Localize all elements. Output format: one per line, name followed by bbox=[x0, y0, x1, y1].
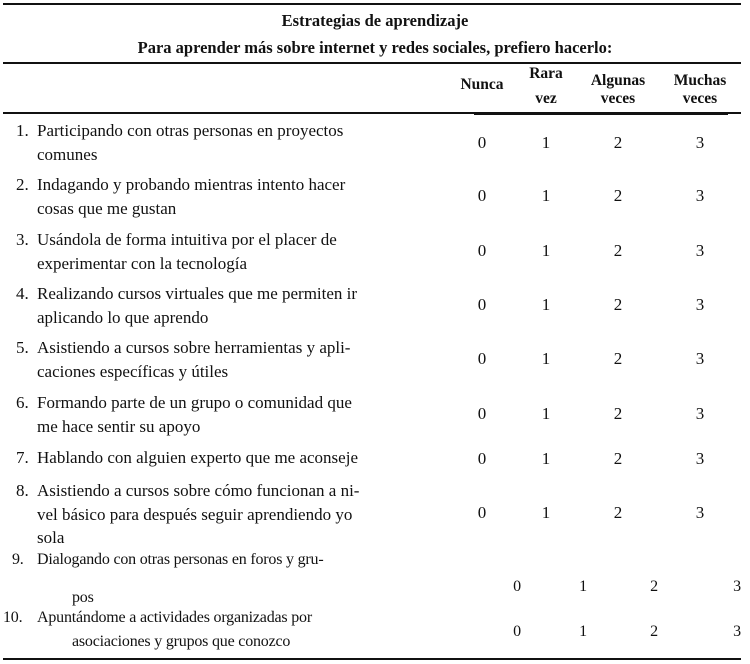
column-header-label: veces bbox=[600, 90, 636, 107]
scale-value: 3 bbox=[695, 503, 705, 522]
item-number: 7. bbox=[16, 448, 29, 467]
column-header-label: Rara bbox=[529, 65, 563, 82]
item-text-line: Asistiendo a cursos sobre herramientas y apli- bbox=[37, 338, 351, 357]
item-number: 6. bbox=[16, 393, 29, 412]
scale-value: 0 bbox=[477, 349, 487, 368]
item-number: 2. bbox=[16, 175, 29, 194]
item-number: 3. bbox=[16, 230, 29, 249]
scale-value: 2 bbox=[650, 578, 658, 595]
item-text-line: experimentar con la tecnología bbox=[37, 253, 248, 273]
scale-value: 0 bbox=[477, 186, 487, 205]
item-text-line: Hablando con alguien experto que me aconseje bbox=[37, 448, 358, 467]
scale-value: 1 bbox=[541, 503, 551, 522]
scale-value: 1 bbox=[579, 578, 587, 595]
column-header-label: vez bbox=[535, 90, 557, 107]
scale-value: 3 bbox=[695, 404, 705, 423]
table-subtitle: Para aprender más sobre internet y redes sociales, prefiero hacerlo: bbox=[137, 38, 613, 57]
scale-value: 2 bbox=[613, 186, 623, 205]
scale-value: 2 bbox=[613, 404, 623, 423]
scale-value: 3 bbox=[695, 186, 705, 205]
header-rule-emphasis bbox=[474, 112, 728, 115]
item-number: 5. bbox=[16, 338, 29, 357]
scale-value: 1 bbox=[541, 449, 551, 468]
scale-value: 0 bbox=[513, 578, 521, 595]
item-number: 1. bbox=[16, 121, 29, 140]
column-header-label: veces bbox=[682, 90, 718, 107]
scale-value: 2 bbox=[613, 241, 623, 260]
scale-value: 3 bbox=[695, 133, 705, 152]
scale-value: 1 bbox=[541, 404, 551, 423]
scale-value: 0 bbox=[477, 404, 487, 423]
scale-value: 2 bbox=[613, 449, 623, 468]
scale-value: 2 bbox=[613, 133, 623, 152]
scale-value: 0 bbox=[477, 133, 487, 152]
column-header-label: Muchas bbox=[673, 72, 727, 89]
item-text-line: Dialogando con otras personas en foros y gru- bbox=[37, 551, 324, 568]
scale-value: 1 bbox=[541, 133, 551, 152]
scale-value: 3 bbox=[695, 349, 705, 368]
item-text-line: cosas que me gustan bbox=[37, 198, 177, 218]
scale-value: 2 bbox=[613, 349, 623, 368]
item-text-line: me hace sentir su apoyo bbox=[37, 416, 201, 436]
scale-value: 0 bbox=[477, 503, 487, 522]
item-text-line: Realizando cursos virtuales que me permiten ir bbox=[37, 284, 358, 303]
scale-value: 1 bbox=[541, 241, 551, 260]
item-text-line: Indagando y probando mientras intento hacer bbox=[37, 175, 346, 194]
item-text-line: Apuntándome a actividades organizadas por bbox=[37, 609, 312, 626]
scale-value: 0 bbox=[513, 623, 521, 640]
scale-value: 2 bbox=[650, 623, 658, 640]
item-text-line: aplicando lo que aprendo bbox=[37, 307, 209, 327]
item-text-line: caciones específicas y útiles bbox=[37, 361, 229, 381]
table-title: Estrategias de aprendizaje bbox=[281, 11, 469, 30]
column-header-muchas-veces bbox=[660, 70, 740, 110]
scale-value: 1 bbox=[541, 186, 551, 205]
column-header-algunas-veces bbox=[578, 70, 658, 110]
item-number: 8. bbox=[16, 481, 29, 500]
scale-value: 3 bbox=[695, 241, 705, 260]
scale-value: 1 bbox=[541, 349, 551, 368]
scale-value: 1 bbox=[579, 623, 587, 640]
column-header-label: Algunas bbox=[590, 72, 646, 89]
column-header-label: Nunca bbox=[460, 76, 504, 93]
scale-value: 2 bbox=[613, 503, 623, 522]
scale-value: 0 bbox=[477, 449, 487, 468]
item-text-line: sola bbox=[37, 528, 65, 547]
scale-value: 1 bbox=[541, 295, 551, 314]
scale-value: 3 bbox=[695, 295, 705, 314]
item-text-line: vel básico para después seguir aprendiendo yo bbox=[37, 504, 353, 524]
top-rule bbox=[3, 3, 741, 5]
scale-value: 3 bbox=[695, 449, 705, 468]
item-number: 4. bbox=[16, 284, 29, 303]
scale-value: 0 bbox=[477, 241, 487, 260]
item-number: 10. bbox=[3, 609, 23, 626]
item-text-line: comunes bbox=[37, 144, 98, 164]
item-text-line: Formando parte de un grupo o comunidad que bbox=[37, 393, 352, 412]
column-header-rara-vez bbox=[506, 63, 586, 110]
item-text-line: asociaciones y grupos que conozco bbox=[72, 632, 291, 650]
item-number: 9. bbox=[12, 551, 24, 568]
scale-value: 3 bbox=[733, 623, 741, 640]
item-text-line: Asistiendo a cursos sobre cómo funcionan a ni- bbox=[37, 481, 360, 500]
scale-value: 0 bbox=[477, 295, 487, 314]
subtitle-rule bbox=[3, 62, 741, 64]
item-text-line: Participando con otras personas en proyectos bbox=[37, 121, 344, 140]
item-text-line: Usándola de forma intuitiva por el placer de bbox=[37, 230, 337, 249]
scale-value: 3 bbox=[733, 578, 741, 595]
item-text-line: pos bbox=[72, 588, 94, 606]
scale-value: 2 bbox=[613, 295, 623, 314]
bottom-rule bbox=[3, 658, 741, 660]
